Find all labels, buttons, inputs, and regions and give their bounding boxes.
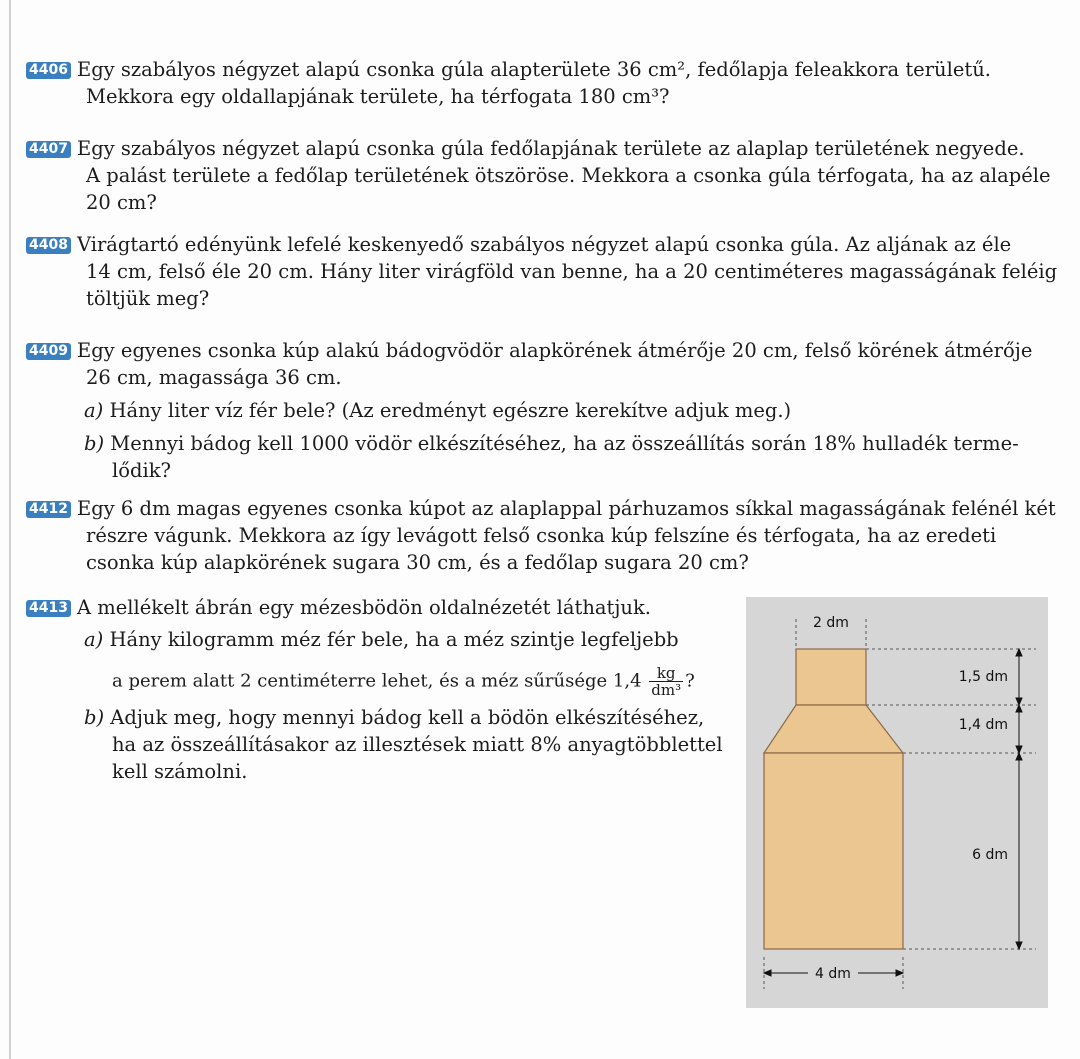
problem-text: 26 cm, magassága 36 cm. (86, 366, 342, 389)
honey-container-diagram (746, 597, 1048, 1008)
part-label: b) (84, 706, 105, 729)
page-margin-line (9, 0, 11, 1059)
problem-text: töltjük meg? (86, 287, 210, 310)
top-width-label: 2 dm (813, 615, 849, 631)
problem-part-b: b) Mennyi bádog kell 1000 vödör elkészítéséhez, ha az összeállítás során 18% hulladék terme- (84, 432, 1019, 455)
problem-number-badge: 4409 (26, 343, 71, 360)
problem-number-badge: 4407 (26, 141, 71, 158)
problem-text: Egy egyenes csonka kúp alakú bádogvödör alapkörének átmérője 20 cm, felső körének átmérője (76, 339, 1033, 362)
problem-text: 20 cm? (86, 191, 157, 214)
problem-text: Mekkora egy oldallapjának területe, ha térfogata 180 cm³? (86, 85, 670, 108)
neck-height-label: 1,5 dm (958, 669, 1008, 685)
part-label: a) (84, 399, 104, 422)
problem-number-badge: 4412 (26, 501, 71, 518)
body-shape (764, 753, 903, 949)
bottom-width-label: 4 dm (815, 966, 851, 982)
problem-text: részre vágunk. Mekkora az így levágott felső csonka kúp felszíne és térfogata, ha az eredeti (86, 524, 997, 547)
problem-4408 (26, 231, 1057, 312)
problem-part-a: a) Hány liter víz fér bele? (Az eredményt egészre kerekítve adjuk meg.) (84, 399, 792, 422)
problem-text: A mellékelt ábrán egy mézesbödön oldalnézetét láthatjuk. (76, 596, 652, 619)
problem-text: 14 cm, felső éle 20 cm. Hány liter virágföld van benne, ha a 20 centiméteres magasságának feléig (86, 260, 1058, 283)
problem-text: kell számolni. (112, 760, 248, 783)
problem-text: a perem alatt 2 centiméterre lehet, és a méz sűrűsége 1,4 $\frac{kg}{\text{dm³}}$ ? (112, 664, 695, 699)
problem-text: Egy szabályos négyzet alapú csonka gúla fedőlapjának területe az alaplap területének negyede. (76, 137, 1025, 160)
problem-text: Egy szabályos négyzet alapú csonka gúla alapterülete 36 cm², fedőlapja feleakkora területű. (76, 58, 991, 81)
problem-4406 (26, 56, 991, 110)
problem-text: Egy 6 dm magas egyenes csonka kúpot az alaplappal párhuzamos síkkal magasságának felénél két (76, 497, 1056, 520)
density-fraction: $\frac{kg}{\text{dm³}}$ (651, 664, 682, 699)
problem-4407 (26, 135, 1051, 216)
part-label: b) (84, 432, 105, 455)
problem-number-badge: 4406 (26, 62, 71, 79)
problem-text: ha az összeállításakor az illesztések miatt 8% anyagtöbblettel (112, 733, 723, 756)
body-height-label: 6 dm (972, 847, 1008, 863)
problem-number-badge: 4413 (26, 600, 71, 617)
problem-part-a: a) Hány kilogramm méz fér bele, ha a méz szintje legfeljebb (84, 628, 679, 651)
problem-4412 (26, 495, 1056, 576)
part-label: a) (84, 628, 104, 651)
shoulder-height-label: 1,4 dm (958, 717, 1008, 733)
problem-4413 (26, 594, 723, 785)
problem-4409 (26, 337, 1032, 484)
honey-container-figure (746, 597, 1048, 1008)
problem-text: csonka kúp alapkörének sugara 30 cm, és a fedőlap sugara 20 cm? (86, 551, 749, 574)
problem-part-b: b) Adjuk meg, hogy mennyi bádog kell a bödön elkészítéséhez, (84, 706, 705, 729)
problem-text: A palást területe a fedőlap területének ötszöröse. Mekkora a csonka gúla térfogata, ha az alapéle (86, 164, 1051, 187)
problem-number-badge: 4408 (26, 237, 71, 254)
problem-text: Virágtartó edényünk lefelé keskenyedő szabályos négyzet alapú csonka gúla. Az aljának az éle (76, 233, 1012, 256)
problem-text: lődik? (112, 459, 171, 482)
neck-shape (796, 649, 866, 705)
shoulder-shape (764, 705, 903, 753)
